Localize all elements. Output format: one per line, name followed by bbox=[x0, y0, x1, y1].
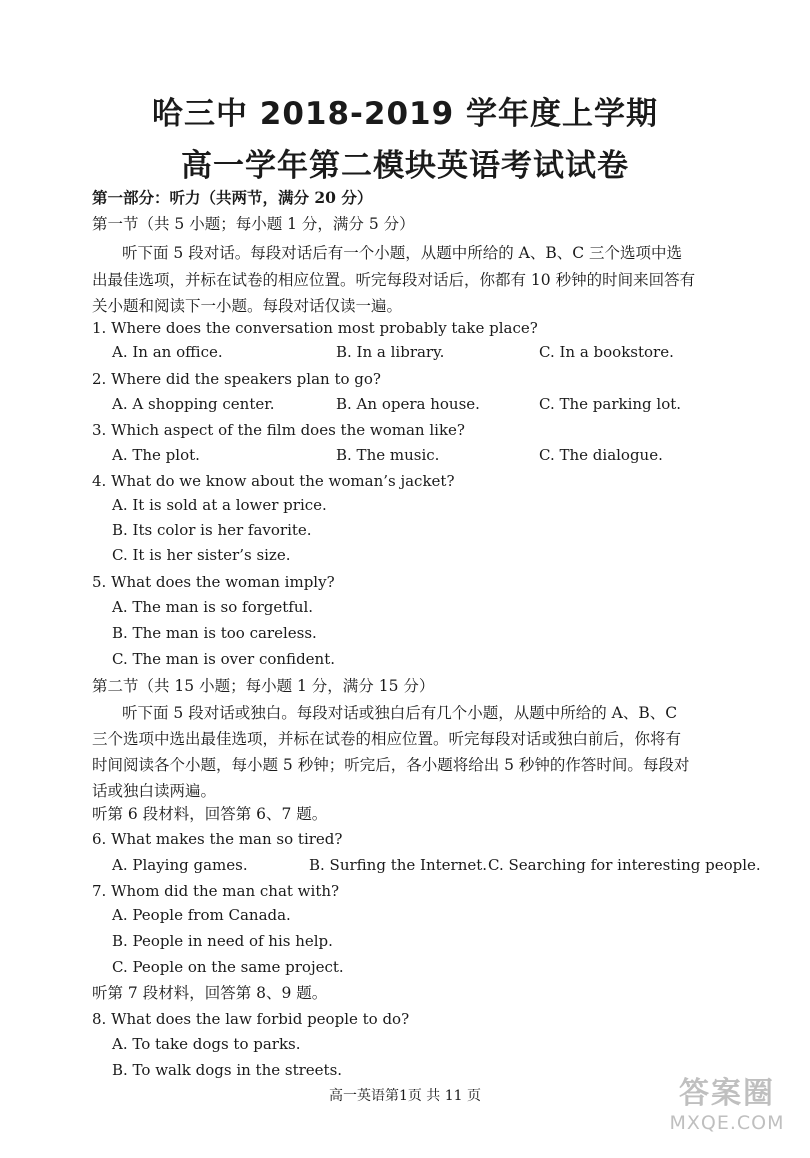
part1-heading: 第一部分：听力（共两节，满分 20 分） bbox=[92, 188, 373, 207]
q4-option-c: C. It is her sister’s size. bbox=[112, 546, 291, 564]
q5-option-a: A. The man is so forgetful. bbox=[112, 598, 314, 616]
q3-option-b: B. The music. bbox=[336, 446, 440, 464]
section2-instruction-4: 话或独白读两遍。 bbox=[92, 782, 217, 800]
q8-option-a: A. To take dogs to parks. bbox=[112, 1035, 301, 1053]
watermark-line2: MXQE.COM bbox=[669, 1112, 785, 1134]
question-5: 5. What does the woman imply? bbox=[92, 573, 335, 591]
q7-option-c: C. People on the same project. bbox=[112, 958, 344, 976]
section2-instruction-1: 听下面 5 段对话或独白。每段对话或独白后有几个小题，从题中所给的 A、B、C bbox=[122, 704, 678, 722]
q2-option-c: C. The parking lot. bbox=[539, 395, 682, 413]
q1-option-b: B. In a library. bbox=[336, 343, 445, 361]
q2-option-a: A. A shopping center. bbox=[112, 395, 275, 413]
section1-instruction-1: 听下面 5 段对话。每段对话后有一个小题，从题中所给的 A、B、C 三个选项中选 bbox=[122, 244, 683, 262]
section1-instruction-3: 关小题和阅读下一小题。每段对话仅读一遍。 bbox=[92, 297, 403, 315]
watermark-logo bbox=[662, 1076, 792, 1144]
q3-option-a: A. The plot. bbox=[112, 446, 200, 464]
section2-instruction-3: 时间阅读各个小题，每小题 5 秒钟；听完后，各小题将给出 5 秒钟的作答时间。每段对 bbox=[92, 756, 690, 774]
q6-option-a: A. Playing games. bbox=[112, 856, 248, 874]
material-6-note: 听第 6 段材料，回答第 6、7 题。 bbox=[92, 805, 328, 823]
q1-option-c: C. In a bookstore. bbox=[539, 343, 674, 361]
question-3: 3. Which aspect of the film does the woman like? bbox=[92, 421, 465, 439]
question-4: 4. What do we know about the woman’s jacket? bbox=[92, 472, 455, 490]
watermark-line1: 答案圈 bbox=[679, 1076, 775, 1111]
section2-heading: 第二节（共 15 小题；每小题 1 分，满分 15 分） bbox=[92, 677, 435, 695]
q6-option-c: C. Searching for interesting people. bbox=[488, 856, 761, 874]
question-1: 1. Where does the conversation most probably take place? bbox=[92, 319, 538, 337]
exam-title-line1: 哈三中 2018-2019 学年度上学期 bbox=[151, 96, 658, 132]
question-7: 7. Whom did the man chat with? bbox=[92, 882, 340, 900]
material-7-note: 听第 7 段材料，回答第 8、9 题。 bbox=[92, 984, 328, 1002]
q2-option-b: B. An opera house. bbox=[336, 395, 480, 413]
q6-option-b: B. Surfing the Internet. bbox=[309, 856, 488, 874]
section2-instruction-2: 三个选项中选出最佳选项，并标在试卷的相应位置。听完每段对话或独白前后，你将有 bbox=[92, 730, 682, 748]
q1-option-a: A. In an office. bbox=[112, 343, 223, 361]
section1-instruction-2: 出最佳选项，并标在试卷的相应位置。听完每段对话后，你都有 10 秒钟的时间来回答有 bbox=[92, 271, 696, 289]
q8-option-b: B. To walk dogs in the streets. bbox=[112, 1061, 343, 1079]
q7-option-a: A. People from Canada. bbox=[112, 906, 291, 924]
page-footer: 高一英语第1页 共 11 页 bbox=[328, 1088, 482, 1104]
q5-option-b: B. The man is too careless. bbox=[112, 624, 317, 642]
question-8: 8. What does the law forbid people to do? bbox=[92, 1010, 410, 1028]
question-6: 6. What makes the man so tired? bbox=[92, 830, 343, 848]
exam-title-line2: 高一学年第二模块英语考试试卷 bbox=[181, 148, 629, 184]
q4-option-b: B. Its color is her favorite. bbox=[112, 521, 312, 539]
q3-option-c: C. The dialogue. bbox=[539, 446, 663, 464]
q4-option-a: A. It is sold at a lower price. bbox=[112, 496, 327, 514]
q7-option-b: B. People in need of his help. bbox=[112, 932, 333, 950]
section1-heading: 第一节（共 5 小题；每小题 1 分，满分 5 分） bbox=[92, 215, 415, 233]
question-2: 2. Where did the speakers plan to go? bbox=[92, 370, 381, 388]
q5-option-c: C. The man is over confident. bbox=[112, 650, 336, 668]
